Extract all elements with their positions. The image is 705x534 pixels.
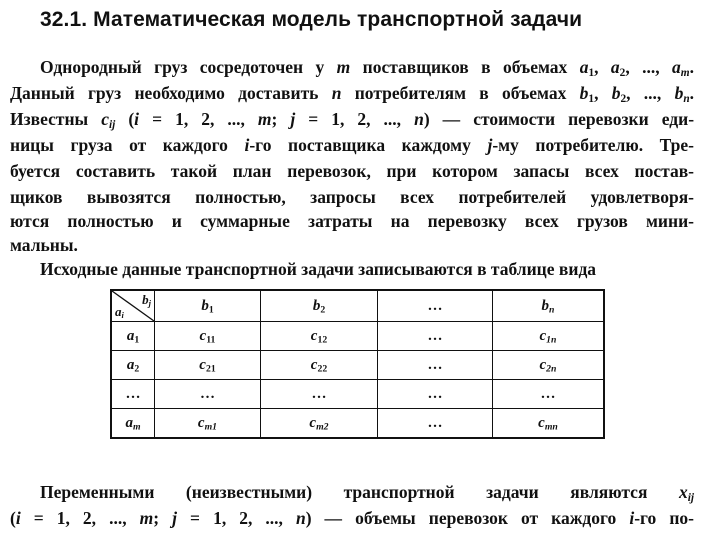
table-row (111, 409, 604, 439)
row-label-cell: $a_2$ (111, 351, 155, 380)
table-header-row (111, 290, 604, 322)
table-header-cell: $b_1$ (155, 290, 261, 322)
table-cell: … (378, 380, 493, 409)
table-cell: $c_{mn}$ (493, 409, 605, 439)
table-cell: $c_{1n}$ (493, 322, 605, 351)
paragraph1-line2: Данный груз необходимо доставить n потребителям в объемах $b_1$, $b_2$, ..., $b_n$. (10, 83, 695, 105)
corner-top-label: $b_j$ (142, 292, 151, 309)
row-label-cell: $a_1$ (111, 322, 155, 351)
transport-cost-table (110, 289, 605, 439)
table-row (111, 380, 604, 409)
row-label-cell: $a_m$ (111, 409, 155, 439)
table-cell: $c_{22}$ (261, 351, 378, 380)
paragraph3-line1: Переменными (неизвестными) транспортной задачи являются $x_{ij}$ (40, 482, 694, 504)
table-cell: … (378, 322, 493, 351)
section-heading: 32.1. Математическая модель транспортной задачи (40, 8, 583, 31)
paragraph1-line1: Однородный груз сосредоточен у m поставщиков в объемах $a_1$, $a_2$, ..., $a_m$. (40, 57, 694, 79)
table-header-cell: $b_n$ (493, 290, 605, 322)
paragraph1-line5: буется составить такой план перевозок, при котором запасы всех постав- (10, 161, 694, 181)
table-cell: … (493, 380, 605, 409)
table-cell: … (378, 409, 493, 439)
row-label-cell: … (111, 380, 155, 409)
table-cell: $c_{11}$ (155, 322, 261, 351)
table-row (111, 322, 604, 351)
paragraph2: Исходные данные транспортной задачи записываются в таблице вида (40, 259, 597, 279)
table-cell: $c_{2n}$ (493, 351, 605, 380)
table-cell: … (378, 351, 493, 380)
table-header-cell: $b_2$ (261, 290, 378, 322)
paragraph3-line2: (i = 1, 2, ..., m; j = 1, 2, ..., n) — объемы перевозок от каждого i-го по- (10, 508, 694, 528)
table-row (111, 351, 604, 380)
table-corner-cell (111, 290, 155, 322)
paragraph1-line3: Известны $c_{ij}$ (i = 1, 2, ..., m; j = 1, 2, ..., n) — стоимости перевозки еди- (10, 109, 695, 131)
corner-bottom-label: $a_i$ (115, 304, 124, 321)
paragraph1-line7: ются полностью и суммарные затраты на перевозку всех грузов мини- (10, 211, 694, 231)
table-header-cell: … (378, 290, 493, 322)
paragraph1-line4: ницы груза от каждого i-го поставщика каждому j-му потребителю. Тре- (10, 135, 694, 155)
table-cell: $c_{m1}$ (155, 409, 261, 439)
table-cell: $c_{12}$ (261, 322, 378, 351)
table-cell: $c_{21}$ (155, 351, 261, 380)
paragraph1-line8: мальны. (10, 235, 78, 255)
paragraph1-line6: щиков вывозятся полностью, запросы всех потребителей удовлетворя- (10, 187, 694, 207)
table-cell: … (261, 380, 378, 409)
table-cell: … (155, 380, 261, 409)
table-cell: $c_{m2}$ (261, 409, 378, 439)
